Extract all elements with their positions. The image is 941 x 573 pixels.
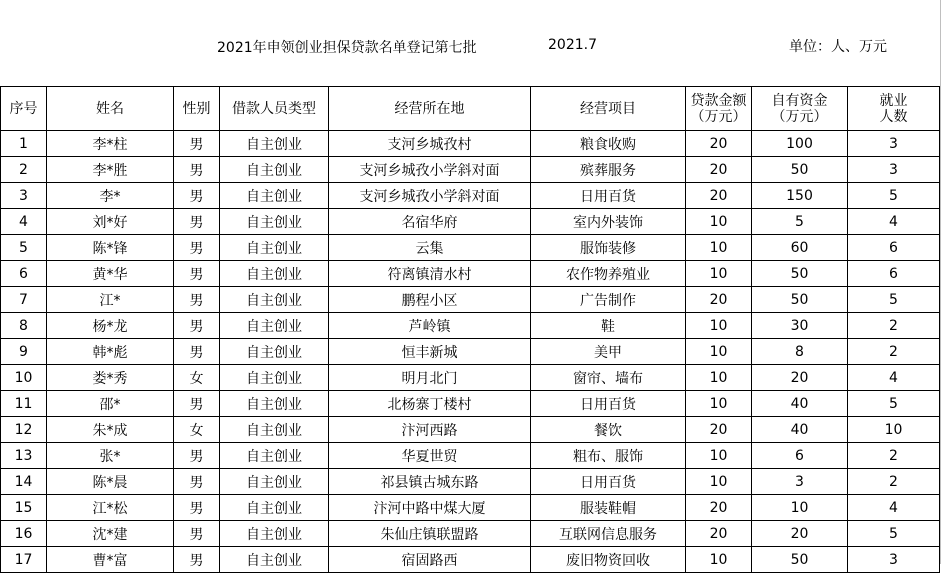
- cell-jobs[interactable]: 5: [848, 183, 940, 209]
- cell-type[interactable]: 自主创业: [220, 443, 329, 469]
- cell-loan[interactable]: 10: [686, 313, 752, 339]
- cell-gender[interactable]: 男: [174, 209, 220, 235]
- cell-name[interactable]: 李*: [47, 183, 174, 209]
- cell-seq[interactable]: 8: [1, 313, 47, 339]
- cell-location[interactable]: 芦岭镇: [329, 313, 531, 339]
- cell-type[interactable]: 自主创业: [220, 235, 329, 261]
- cell-own-funds[interactable]: 50: [752, 547, 848, 573]
- cell-loan[interactable]: 10: [686, 261, 752, 287]
- cell-seq[interactable]: 3: [1, 183, 47, 209]
- cell-location[interactable]: 恒丰新城: [329, 339, 531, 365]
- table-row[interactable]: [1, 521, 940, 547]
- table-row[interactable]: [1, 183, 940, 209]
- cell-loan[interactable]: 20: [686, 183, 752, 209]
- cell-project[interactable]: 粮食收购: [531, 131, 686, 157]
- cell-loan[interactable]: 20: [686, 131, 752, 157]
- cell-type[interactable]: 自主创业: [220, 417, 329, 443]
- cell-own-funds[interactable]: 40: [752, 391, 848, 417]
- cell-loan[interactable]: 20: [686, 157, 752, 183]
- cell-type[interactable]: 自主创业: [220, 209, 329, 235]
- cell-location[interactable]: 北杨寨丁楼村: [329, 391, 531, 417]
- cell-jobs[interactable]: 4: [848, 209, 940, 235]
- table-row[interactable]: [1, 131, 940, 157]
- unit-label: 单位：人、万元: [789, 39, 887, 55]
- cell-gender[interactable]: 男: [174, 183, 220, 209]
- cell-jobs[interactable]: 2: [848, 443, 940, 469]
- cell-gender[interactable]: 男: [174, 313, 220, 339]
- cell-name[interactable]: 江*: [47, 287, 174, 313]
- cell-loan[interactable]: 10: [686, 547, 752, 573]
- cell-loan[interactable]: 10: [686, 469, 752, 495]
- table-row[interactable]: [1, 209, 940, 235]
- cell-location[interactable]: 朱仙庄镇联盟路: [329, 521, 531, 547]
- table-row[interactable]: [1, 313, 940, 339]
- cell-type[interactable]: 自主创业: [220, 391, 329, 417]
- col-header-name[interactable]: 姓名: [47, 87, 174, 131]
- cell-gender[interactable]: 男: [174, 235, 220, 261]
- cell-loan[interactable]: 20: [686, 287, 752, 313]
- col-header-project[interactable]: 经营项目: [531, 87, 686, 131]
- col-header-own-line1: 自有资金: [771, 92, 828, 109]
- cell-jobs[interactable]: 4: [848, 495, 940, 521]
- cell-type[interactable]: 自主创业: [220, 157, 329, 183]
- table-row[interactable]: [1, 495, 940, 521]
- cell-gender[interactable]: 女: [174, 365, 220, 391]
- cell-location[interactable]: 支河乡城孜小学斜对面: [329, 183, 531, 209]
- cell-own-funds[interactable]: 5: [752, 209, 848, 235]
- cell-jobs[interactable]: 5: [848, 287, 940, 313]
- cell-location[interactable]: 支河乡城孜村: [329, 131, 531, 157]
- col-header-location[interactable]: 经营所在地: [329, 87, 531, 131]
- cell-gender[interactable]: 男: [174, 339, 220, 365]
- cell-loan[interactable]: 20: [686, 521, 752, 547]
- cell-loan[interactable]: 20: [686, 495, 752, 521]
- cell-jobs[interactable]: 10: [848, 417, 940, 443]
- cell-name[interactable]: 沈*建: [47, 521, 174, 547]
- cell-jobs[interactable]: 2: [848, 469, 940, 495]
- cell-jobs[interactable]: 5: [848, 391, 940, 417]
- table-row[interactable]: [1, 391, 940, 417]
- cell-name[interactable]: 刘*好: [47, 209, 174, 235]
- cell-jobs[interactable]: 3: [848, 157, 940, 183]
- cell-name[interactable]: 娄*秀: [47, 365, 174, 391]
- cell-gender[interactable]: 男: [174, 469, 220, 495]
- cell-project[interactable]: 美甲: [531, 339, 686, 365]
- table-row[interactable]: [1, 235, 940, 261]
- cell-name[interactable]: 陈*晨: [47, 469, 174, 495]
- cell-own-funds[interactable]: 100: [752, 131, 848, 157]
- col-header-loan-line1: 贷款金额: [690, 92, 747, 109]
- cell-loan[interactable]: 10: [686, 443, 752, 469]
- cell-jobs[interactable]: 4: [848, 365, 940, 391]
- cell-loan[interactable]: 10: [686, 235, 752, 261]
- cell-loan[interactable]: 10: [686, 339, 752, 365]
- cell-seq[interactable]: 14: [1, 469, 47, 495]
- cell-type[interactable]: 自主创业: [220, 521, 329, 547]
- cell-seq[interactable]: 13: [1, 443, 47, 469]
- cell-location[interactable]: 汴河中路中煤大厦: [329, 495, 531, 521]
- cell-project[interactable]: 殡葬服务: [531, 157, 686, 183]
- cell-name[interactable]: 韩*彪: [47, 339, 174, 365]
- col-header-jobs[interactable]: [848, 87, 940, 131]
- cell-own-funds[interactable]: 20: [752, 365, 848, 391]
- cell-project[interactable]: 日用百货: [531, 391, 686, 417]
- cell-loan[interactable]: 20: [686, 417, 752, 443]
- table-row[interactable]: [1, 157, 940, 183]
- cell-loan[interactable]: 10: [686, 391, 752, 417]
- cell-project[interactable]: 互联网信息服务: [531, 521, 686, 547]
- cell-location[interactable]: 华夏世贸: [329, 443, 531, 469]
- cell-project[interactable]: 日用百货: [531, 469, 686, 495]
- table-row[interactable]: [1, 547, 940, 573]
- cell-own-funds[interactable]: 150: [752, 183, 848, 209]
- cell-seq[interactable]: 5: [1, 235, 47, 261]
- table-row[interactable]: [1, 261, 940, 287]
- cell-gender[interactable]: 男: [174, 547, 220, 573]
- cell-seq[interactable]: 7: [1, 287, 47, 313]
- cell-seq[interactable]: 2: [1, 157, 47, 183]
- header-row: [1, 87, 940, 131]
- cell-gender[interactable]: 男: [174, 131, 220, 157]
- cell-own-funds[interactable]: 10: [752, 495, 848, 521]
- col-header-jobs-line2: 人数: [879, 108, 908, 125]
- cell-gender[interactable]: 女: [174, 417, 220, 443]
- cell-gender[interactable]: 男: [174, 495, 220, 521]
- cell-seq[interactable]: 9: [1, 339, 47, 365]
- cell-seq[interactable]: 1: [1, 131, 47, 157]
- cell-seq[interactable]: 4: [1, 209, 47, 235]
- cell-type[interactable]: 自主创业: [220, 313, 329, 339]
- table-row[interactable]: [1, 443, 940, 469]
- cell-location[interactable]: 宿固路西: [329, 547, 531, 573]
- cell-name[interactable]: 邵*: [47, 391, 174, 417]
- cell-type[interactable]: 自主创业: [220, 365, 329, 391]
- cell-location[interactable]: 符离镇清水村: [329, 261, 531, 287]
- cell-project[interactable]: 窗帘、墙布: [531, 365, 686, 391]
- cell-seq[interactable]: 15: [1, 495, 47, 521]
- cell-name[interactable]: 张*: [47, 443, 174, 469]
- cell-own-funds[interactable]: 50: [752, 157, 848, 183]
- cell-type[interactable]: 自主创业: [220, 131, 329, 157]
- cell-seq[interactable]: 10: [1, 365, 47, 391]
- cell-name[interactable]: 陈*锋: [47, 235, 174, 261]
- cell-seq[interactable]: 17: [1, 547, 47, 573]
- col-header-jobs-line1: 就业: [879, 92, 908, 109]
- cell-location[interactable]: 云集: [329, 235, 531, 261]
- cell-location[interactable]: 明月北门: [329, 365, 531, 391]
- table-row[interactable]: [1, 365, 940, 391]
- cell-loan[interactable]: 10: [686, 209, 752, 235]
- col-header-seq[interactable]: 序号: [1, 87, 47, 131]
- cell-gender[interactable]: 男: [174, 391, 220, 417]
- cell-project[interactable]: 餐饮: [531, 417, 686, 443]
- cell-location[interactable]: 支河乡城孜小学斜对面: [329, 157, 531, 183]
- col-header-type[interactable]: 借款人员类型: [220, 87, 329, 131]
- cell-location[interactable]: 鹏程小区: [329, 287, 531, 313]
- cell-gender[interactable]: 男: [174, 261, 220, 287]
- cell-seq[interactable]: 12: [1, 417, 47, 443]
- cell-gender[interactable]: 男: [174, 157, 220, 183]
- cell-gender[interactable]: 男: [174, 443, 220, 469]
- cell-own-funds[interactable]: 20: [752, 521, 848, 547]
- cell-type[interactable]: 自主创业: [220, 495, 329, 521]
- title-row: [0, 0, 941, 86]
- cell-jobs[interactable]: 2: [848, 339, 940, 365]
- cell-project[interactable]: 服装鞋帽: [531, 495, 686, 521]
- col-header-loan[interactable]: [686, 87, 752, 131]
- cell-name[interactable]: 李*柱: [47, 131, 174, 157]
- cell-location[interactable]: 汴河西路: [329, 417, 531, 443]
- col-header-loan-line2: （万元）: [690, 108, 747, 125]
- table-row[interactable]: [1, 469, 940, 495]
- cell-seq[interactable]: 11: [1, 391, 47, 417]
- cell-name[interactable]: 黄*华: [47, 261, 174, 287]
- cell-name[interactable]: 江*松: [47, 495, 174, 521]
- col-header-gender[interactable]: 性别: [174, 87, 220, 131]
- cell-jobs[interactable]: 2: [848, 313, 940, 339]
- cell-project[interactable]: 室内外装饰: [531, 209, 686, 235]
- cell-own-funds[interactable]: 40: [752, 417, 848, 443]
- cell-type[interactable]: 自主创业: [220, 547, 329, 573]
- cell-jobs[interactable]: 6: [848, 235, 940, 261]
- cell-location[interactable]: 名宿华府: [329, 209, 531, 235]
- cell-jobs[interactable]: 6: [848, 261, 940, 287]
- cell-location[interactable]: 祁县镇古城东路: [329, 469, 531, 495]
- col-header-own-funds[interactable]: [752, 87, 848, 131]
- document-date: 2021.7: [548, 37, 597, 53]
- cell-jobs[interactable]: 5: [848, 521, 940, 547]
- cell-loan[interactable]: 10: [686, 365, 752, 391]
- cell-own-funds[interactable]: 60: [752, 235, 848, 261]
- cell-project[interactable]: 服饰装修: [531, 235, 686, 261]
- table-row[interactable]: [1, 417, 940, 443]
- cell-name[interactable]: 杨*龙: [47, 313, 174, 339]
- table-row[interactable]: [1, 287, 940, 313]
- cell-type[interactable]: 自主创业: [220, 339, 329, 365]
- cell-own-funds[interactable]: 30: [752, 313, 848, 339]
- col-header-own-line2: （万元）: [771, 108, 828, 125]
- cell-project[interactable]: 废旧物资回收: [531, 547, 686, 573]
- cell-own-funds[interactable]: 50: [752, 261, 848, 287]
- table-body: [1, 131, 940, 573]
- cell-project[interactable]: 粗布、服饰: [531, 443, 686, 469]
- table-row[interactable]: [1, 339, 940, 365]
- cell-jobs[interactable]: 3: [848, 547, 940, 573]
- cell-name[interactable]: 朱*成: [47, 417, 174, 443]
- cell-own-funds[interactable]: 3: [752, 469, 848, 495]
- loan-register-table: [0, 86, 940, 573]
- cell-name[interactable]: 李*胜: [47, 157, 174, 183]
- cell-project[interactable]: 农作物养殖业: [531, 261, 686, 287]
- cell-project[interactable]: 广告制作: [531, 287, 686, 313]
- cell-jobs[interactable]: 3: [848, 131, 940, 157]
- cell-own-funds[interactable]: 8: [752, 339, 848, 365]
- cell-type[interactable]: 自主创业: [220, 183, 329, 209]
- cell-project[interactable]: 日用百货: [531, 183, 686, 209]
- cell-seq[interactable]: 16: [1, 521, 47, 547]
- cell-type[interactable]: 自主创业: [220, 469, 329, 495]
- cell-own-funds[interactable]: 50: [752, 287, 848, 313]
- cell-gender[interactable]: 男: [174, 521, 220, 547]
- cell-own-funds[interactable]: 6: [752, 443, 848, 469]
- cell-name[interactable]: 曹*富: [47, 547, 174, 573]
- cell-project[interactable]: 鞋: [531, 313, 686, 339]
- cell-type[interactable]: 自主创业: [220, 287, 329, 313]
- document-title: 2021年申领创业担保贷款名单登记第七批: [217, 40, 477, 56]
- cell-seq[interactable]: 6: [1, 261, 47, 287]
- cell-type[interactable]: 自主创业: [220, 261, 329, 287]
- cell-gender[interactable]: 男: [174, 287, 220, 313]
